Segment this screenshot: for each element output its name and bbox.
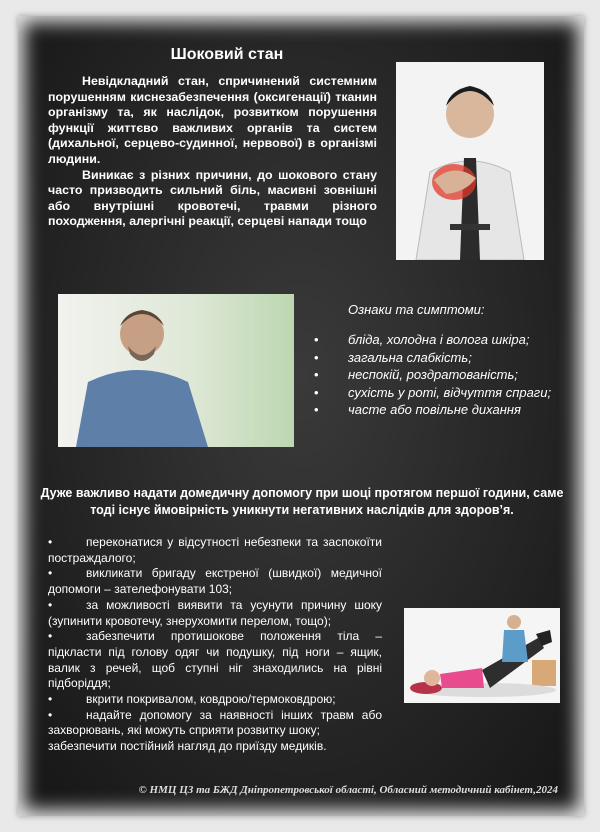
symptom-item: • сухість у роті, відчуття спраги; <box>314 384 574 402</box>
final-step: забезпечити постійний нагляд до приїзду медиків. <box>48 739 327 754</box>
shock-position-illustration <box>404 608 560 703</box>
step-item: • викликати бригаду екстреної (швидкої) медичної допомоги – зателефонувати 103; <box>48 566 382 597</box>
step-text: забезпечити протишокове положення тіла – підкласти під голову одяг чи подушку, під ноги – ящик, валик з речей, щоб ступні ніг знаходились на рівні підборіддя; <box>48 629 382 691</box>
page-title: Шоковий стан <box>170 46 284 63</box>
intro-paragraph: Невідкладний стан, спричинений системним порушенням киснезабезпечення (оксигенації) тканин організму та, як наслідок, розвитком порушення функції життєво важливих органів та систем (дихальної, серцево-судинної, нервової) в організмі людини. <box>48 74 377 166</box>
step-item: • надайте допомогу за наявності інших травм або захворювань, які можуть сприяти розвитку шоку; <box>48 707 382 738</box>
poster-page <box>18 16 584 816</box>
man-chest-pain-photo <box>396 62 544 260</box>
important-note: Дуже важливо надати домедичну допомогу при шоці протягом першої години, саме тоді існує ймовірність уникнути негативних наслідків для здоров’я. <box>40 486 564 517</box>
symptoms-heading: Ознаки та симптоми: <box>348 302 485 317</box>
man-chest-pain-illustration <box>396 62 544 260</box>
man-breathing-illustration <box>58 294 294 447</box>
step-text: викликати бригаду екстреної (швидкої) медичної допомоги – зателефонувати 103; <box>48 566 382 597</box>
step-item: • за можливості виявити та усунути причину шоку (зупинити кровотечу, знерухомити перелом, тощо); <box>48 597 382 628</box>
footer-copyright: © НМЦ ЦЗ та БЖД Дніпропетровської області, Обласний методичний кабінет,2024 <box>138 784 558 796</box>
shock-position-photo <box>404 608 560 703</box>
symptom-item: • загальна слабкість; <box>314 349 574 367</box>
symptoms-block <box>314 302 574 419</box>
step-item: • вкрити покривалом, ковдрою/термоковдрою; <box>48 692 336 707</box>
intro-paragraph: Виникає з різних причини, до шокового стану часто призводить сильний біль, масивні зовнішні або внутрішні кровотечі, травми різного походження, алергічні реакції, серцеві напади тощо <box>48 167 377 229</box>
step-item: • забезпечити протишокове положення тіла – підкласти під голову одяг чи подушку, під ноги – ящик, валик з речей, щоб ступні ніг знаходились на рівні підборіддя; <box>48 629 382 691</box>
symptom-item: • неспокій, роздратованість; <box>314 366 574 384</box>
intro-text <box>48 74 377 230</box>
first-aid-steps <box>48 535 382 755</box>
step-text: вкрити покривалом, ковдрою/термоковдрою; <box>86 692 336 707</box>
step-text: надайте допомогу за наявності інших травм або захворювань, які можуть сприяти розвитку шоку; <box>48 707 382 738</box>
symptoms-list <box>314 331 574 419</box>
man-breathing-photo <box>58 294 294 447</box>
symptom-item: • часте або повільне дихання <box>314 401 574 419</box>
symptom-item: • бліда, холодна і волога шкіра; <box>314 331 574 349</box>
step-item: • переконатися у відсутності небезпеки та заспокоїти постраждалого; <box>48 535 382 565</box>
steps-list <box>48 535 382 739</box>
step-text: за можливості виявити та усунути причину шоку (зупинити кровотечу, знерухомити перелом, тощо); <box>48 597 382 628</box>
step-text: переконатися у відсутності небезпеки та заспокоїти постраждалого; <box>48 535 382 565</box>
